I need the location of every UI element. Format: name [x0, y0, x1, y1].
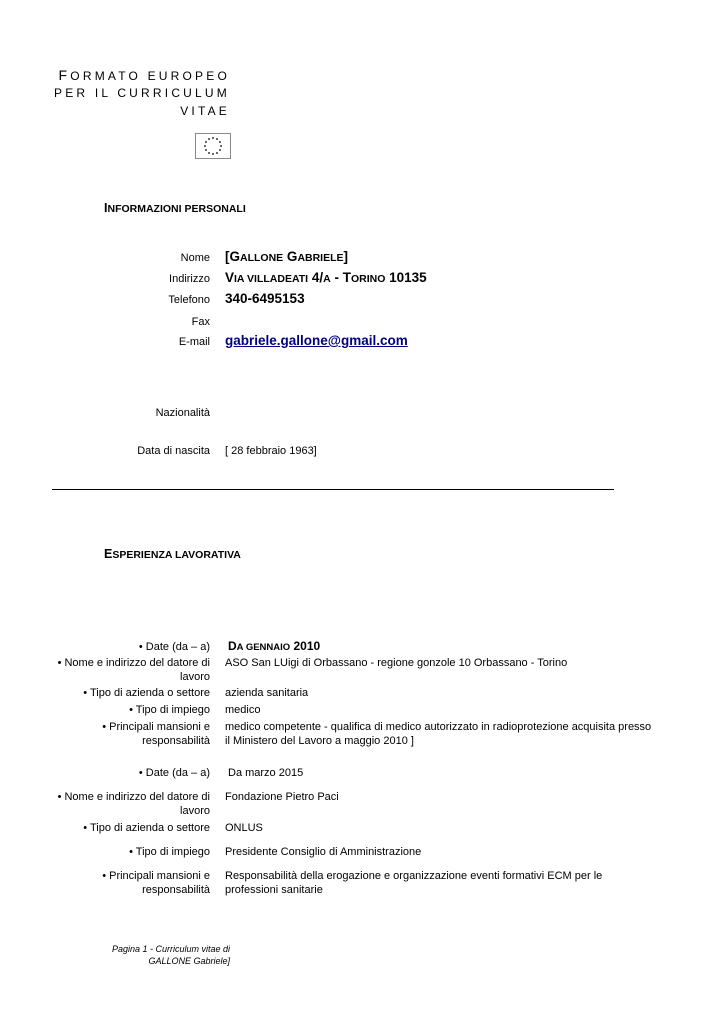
address-value: VIA VILLADEATI 4/A - TORINO 10135	[225, 270, 427, 285]
phone-value: 340-6495153	[225, 291, 305, 306]
experience-employer-value: Fondazione Pietro Paci	[225, 791, 339, 803]
phone-label: Telefono	[168, 294, 210, 306]
section-personal-info-heading: INFORMAZIONI PERSONALI	[104, 201, 246, 215]
address-label: Indirizzo	[169, 273, 210, 285]
experience-date-value: DA GENNAIO 2010	[228, 639, 321, 653]
experience-sector-value: ONLUS	[225, 822, 263, 834]
experience-date-label: • Date (da – a)	[138, 767, 210, 779]
experience-date-value: Da marzo 2015	[228, 767, 304, 779]
name-value: [GALLONE GABRIELE]	[225, 249, 349, 264]
nationality-label: Nazionalità	[155, 407, 210, 419]
experience-employer-label: • Nome e indirizzo del datore di lavoro	[57, 657, 210, 683]
birth-date-label: Data di nascita	[137, 445, 210, 457]
fax-label: Fax	[191, 316, 210, 328]
page-footer: Pagina 1 - Curriculum vitae di GALLONE Gabriele]	[111, 944, 230, 966]
email-label: E-mail	[178, 336, 210, 348]
experience-job-label: • Tipo di impiego	[129, 846, 210, 858]
section-work-experience-heading: ESPERIENZA LAVORATIVA	[104, 547, 241, 561]
experience-duties-label: • Principali mansioni e responsabilità	[102, 721, 210, 747]
cv-title-line-1: FORMATO EUROPEO	[58, 67, 230, 83]
cv-title-line-2: PER IL CURRICULUM	[54, 86, 230, 100]
experience-sector-label: • Tipo di azienda o settore	[83, 822, 210, 834]
experience-employer-value: ASO San LUigi di Orbassano - regione gonzole 10 Orbassano - Torino	[225, 657, 568, 669]
experience-employer-label: • Nome e indirizzo del datore di lavoro	[57, 791, 210, 817]
eu-flag-icon	[195, 133, 231, 159]
experience-job-value: medico	[225, 704, 261, 716]
experience-sector-label: • Tipo di azienda o settore	[83, 687, 210, 699]
experience-date-label: • Date (da – a)	[138, 641, 210, 653]
experience-duties-value: medico competente - qualifica di medico autorizzato in radioprotezione acquisita presso il Ministero del Lavoro a maggio 2010 ]	[225, 721, 652, 747]
email-link[interactable]: gabriele.gallone@gmail.com	[225, 333, 408, 348]
birth-date-value: [ 28 febbraio 1963]	[225, 445, 317, 457]
section-divider	[52, 489, 614, 490]
experience-job-label: • Tipo di impiego	[129, 704, 210, 716]
experience-duties-label: • Principali mansioni e responsabilità	[102, 870, 210, 896]
experience-duties-value: Responsabilità della erogazione e organizzazione eventi formativi ECM per le professioni sanitarie	[225, 870, 603, 896]
experience-sector-value: azienda sanitaria	[225, 687, 309, 699]
experience-job-value: Presidente Consiglio di Amministrazione	[225, 846, 422, 858]
cv-title-line-3: VITAE	[180, 104, 230, 118]
name-label: Nome	[180, 252, 210, 264]
